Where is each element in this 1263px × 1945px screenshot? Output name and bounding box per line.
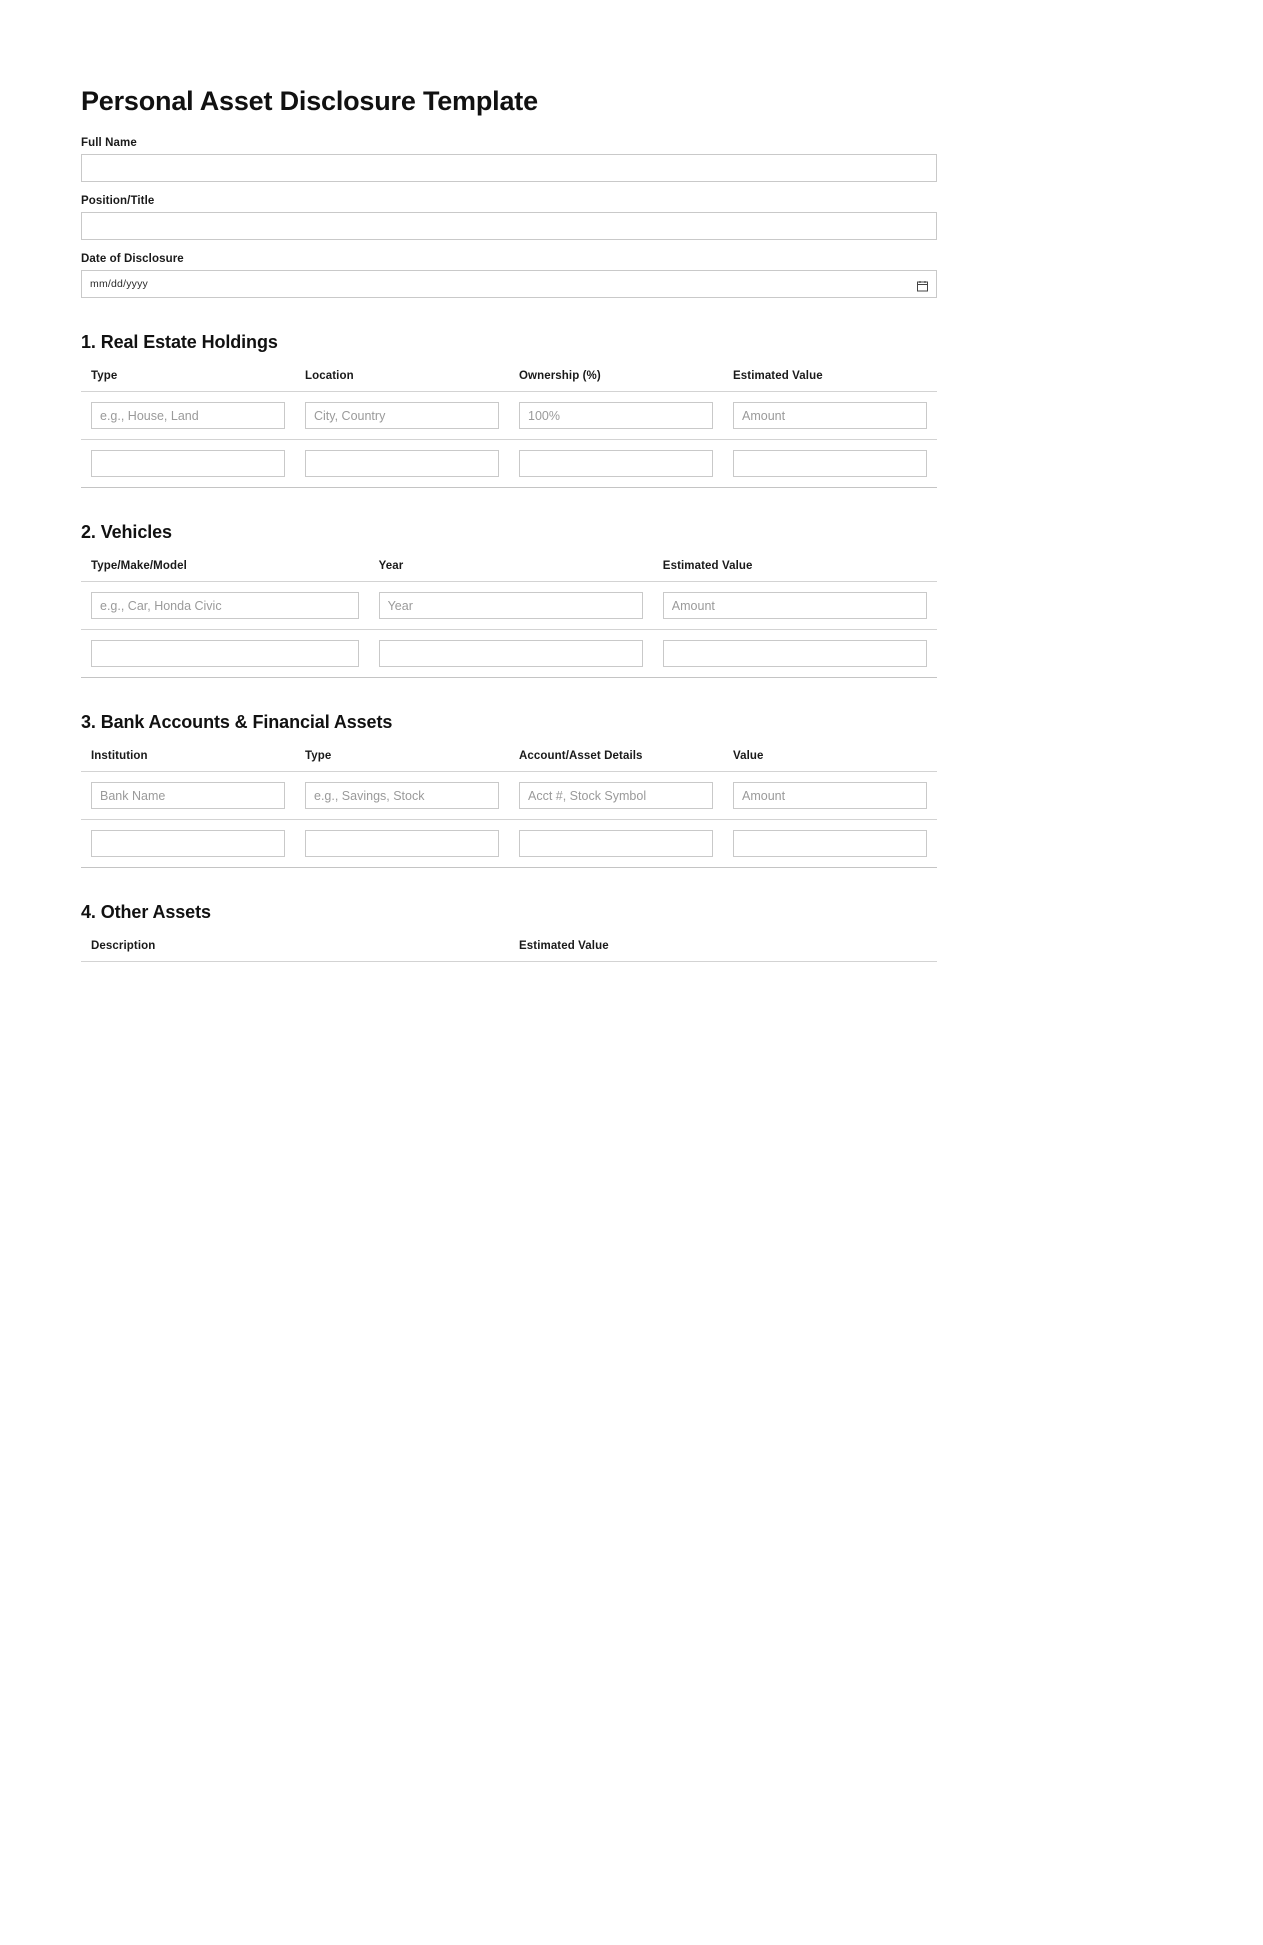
bank-accounts-table bbox=[81, 750, 937, 868]
table-row bbox=[81, 820, 937, 868]
table-cell bbox=[81, 582, 369, 630]
bank-type-input[interactable] bbox=[305, 782, 499, 809]
date-of-disclosure-input[interactable] bbox=[81, 270, 937, 298]
table-row bbox=[81, 630, 937, 678]
field-full-name bbox=[81, 137, 937, 182]
other-assets-table bbox=[81, 940, 937, 962]
column-header: Institution bbox=[81, 750, 295, 772]
table-row bbox=[81, 440, 937, 488]
table-cell bbox=[295, 820, 509, 868]
section-real-estate-holdings bbox=[81, 332, 937, 488]
column-header: Estimated Value bbox=[653, 560, 937, 582]
column-header: Type bbox=[81, 370, 295, 392]
field-date-of-disclosure bbox=[81, 253, 937, 298]
vehicle-year-input[interactable] bbox=[379, 592, 643, 619]
real-estate-ownership-input-2[interactable] bbox=[519, 450, 713, 477]
column-header: Value bbox=[723, 750, 937, 772]
bank-type-input-2[interactable] bbox=[305, 830, 499, 857]
field-label-date-of-disclosure: Date of Disclosure bbox=[81, 253, 184, 266]
vehicle-model-input[interactable] bbox=[91, 592, 359, 619]
section-title-2: 2. Vehicles bbox=[81, 522, 172, 543]
table-cell bbox=[653, 582, 937, 630]
table-cell bbox=[369, 630, 653, 678]
table-cell bbox=[723, 440, 937, 488]
column-header: Type bbox=[295, 750, 509, 772]
table-cell bbox=[723, 772, 937, 820]
position-title-input[interactable] bbox=[81, 212, 937, 240]
bank-value-input[interactable] bbox=[733, 782, 927, 809]
column-header: Description bbox=[81, 940, 509, 962]
full-name-input[interactable] bbox=[81, 154, 937, 182]
table-cell bbox=[295, 440, 509, 488]
field-label-full-name: Full Name bbox=[81, 137, 137, 150]
table-cell bbox=[81, 630, 369, 678]
real-estate-location-input-2[interactable] bbox=[305, 450, 499, 477]
table-cell bbox=[295, 772, 509, 820]
date-placeholder-text: mm/dd/yyyy bbox=[90, 278, 149, 291]
date-input-wrapper bbox=[81, 270, 937, 298]
calendar-icon[interactable] bbox=[917, 279, 928, 290]
bank-institution-input-2[interactable] bbox=[91, 830, 285, 857]
table-cell bbox=[81, 820, 295, 868]
table-cell bbox=[295, 392, 509, 440]
section-vehicles bbox=[81, 522, 937, 678]
table-cell bbox=[723, 820, 937, 868]
section-title-4: 4. Other Assets bbox=[81, 902, 211, 923]
vehicle-value-input[interactable] bbox=[663, 592, 927, 619]
column-header: Location bbox=[295, 370, 509, 392]
vehicle-model-input-2[interactable] bbox=[91, 640, 359, 667]
real-estate-value-input[interactable] bbox=[733, 402, 927, 429]
field-label-position-title: Position/Title bbox=[81, 195, 155, 208]
table-row bbox=[81, 392, 937, 440]
bank-institution-input[interactable] bbox=[91, 782, 285, 809]
column-header: Year bbox=[369, 560, 653, 582]
table-cell bbox=[509, 772, 723, 820]
table-cell bbox=[723, 392, 937, 440]
table-cell bbox=[509, 820, 723, 868]
real-estate-table bbox=[81, 370, 937, 488]
table-cell bbox=[509, 392, 723, 440]
bank-details-input[interactable] bbox=[519, 782, 713, 809]
page-title: Personal Asset Disclosure Template bbox=[81, 86, 538, 116]
table-cell bbox=[81, 392, 295, 440]
table-header-row bbox=[81, 940, 937, 962]
field-position-title bbox=[81, 195, 937, 240]
column-header: Estimated Value bbox=[509, 940, 937, 962]
section-title-3: 3. Bank Accounts & Financial Assets bbox=[81, 712, 393, 733]
document-page bbox=[0, 0, 1263, 962]
table-row bbox=[81, 772, 937, 820]
column-header: Ownership (%) bbox=[509, 370, 723, 392]
bank-value-input-2[interactable] bbox=[733, 830, 927, 857]
vehicle-year-input-2[interactable] bbox=[379, 640, 643, 667]
table-cell bbox=[369, 582, 653, 630]
table-header-row bbox=[81, 370, 937, 392]
column-header: Estimated Value bbox=[723, 370, 937, 392]
column-header: Type/Make/Model bbox=[81, 560, 369, 582]
section-other-assets bbox=[81, 902, 937, 962]
table-row bbox=[81, 582, 937, 630]
real-estate-type-input[interactable] bbox=[91, 402, 285, 429]
bank-details-input-2[interactable] bbox=[519, 830, 713, 857]
table-cell bbox=[509, 440, 723, 488]
real-estate-value-input-2[interactable] bbox=[733, 450, 927, 477]
real-estate-location-input[interactable] bbox=[305, 402, 499, 429]
real-estate-type-input-2[interactable] bbox=[91, 450, 285, 477]
table-header-row bbox=[81, 560, 937, 582]
vehicle-value-input-2[interactable] bbox=[663, 640, 927, 667]
table-cell bbox=[81, 440, 295, 488]
form-container bbox=[81, 86, 937, 962]
section-bank-accounts-financial-assets bbox=[81, 712, 937, 868]
section-title-1: 1. Real Estate Holdings bbox=[81, 332, 278, 353]
column-header: Account/Asset Details bbox=[509, 750, 723, 772]
table-cell bbox=[81, 772, 295, 820]
real-estate-ownership-input[interactable] bbox=[519, 402, 713, 429]
vehicles-table bbox=[81, 560, 937, 678]
table-header-row bbox=[81, 750, 937, 772]
table-cell bbox=[653, 630, 937, 678]
